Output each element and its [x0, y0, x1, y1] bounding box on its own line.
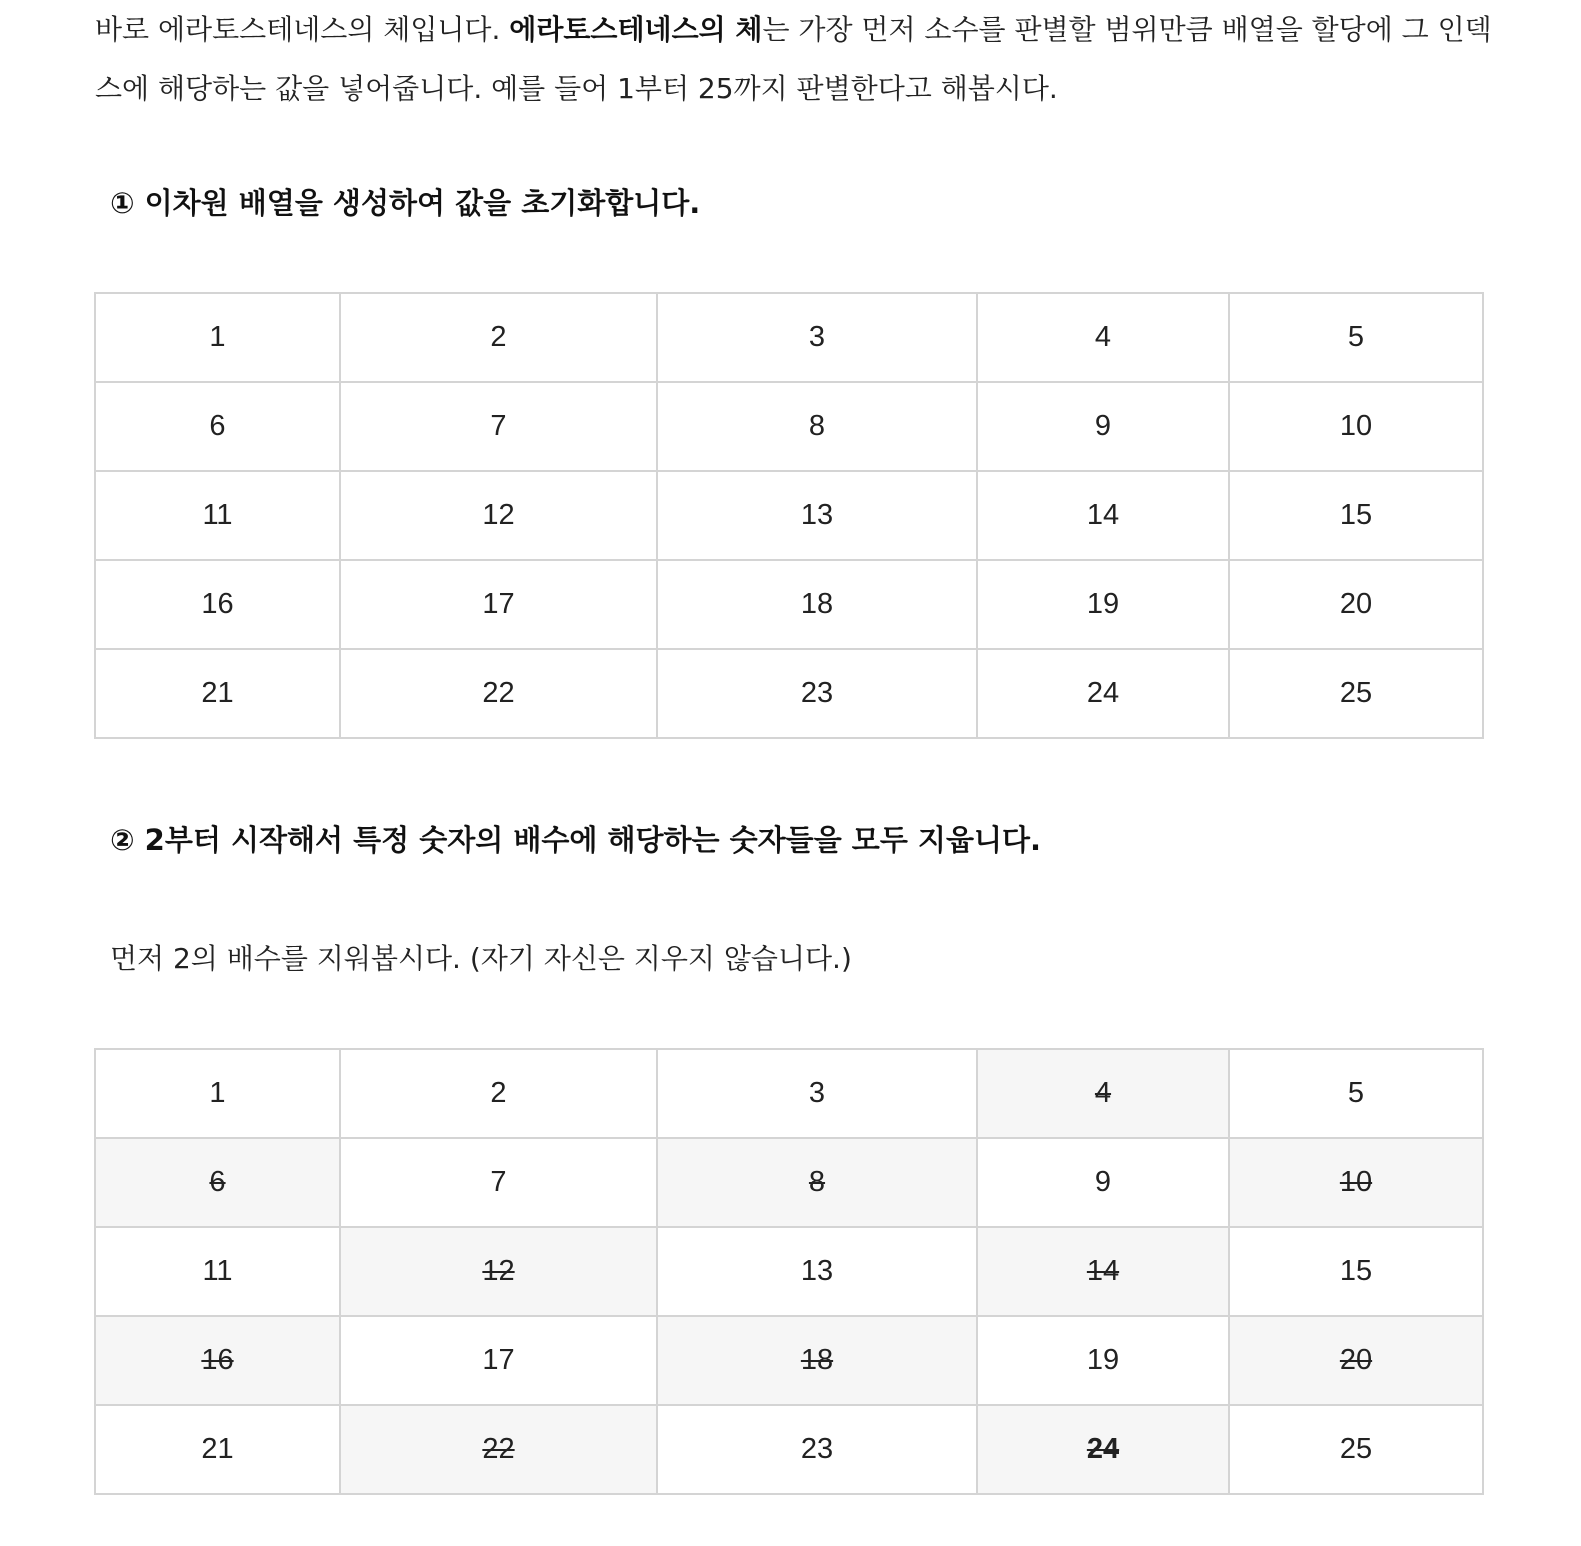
number-cell: 7 [340, 382, 657, 471]
number-cell: 5 [1229, 293, 1483, 382]
table-row [95, 471, 1483, 560]
multiples-of-two-table [94, 1048, 1484, 1495]
struck-number-cell: 6 [95, 1138, 340, 1227]
number-cell: 9 [977, 382, 1229, 471]
initial-array-table [94, 292, 1484, 739]
struck-number-cell: 24 [977, 1405, 1229, 1494]
table-row [95, 1227, 1483, 1316]
number-cell: 19 [977, 560, 1229, 649]
step2-heading: ② 2부터 시작해서 특정 숫자의 배수에 해당하는 숫자들을 모두 지웁니다. [110, 823, 1042, 857]
number-cell: 14 [977, 471, 1229, 560]
struck-number-cell: 8 [657, 1138, 977, 1227]
number-cell: 19 [977, 1316, 1229, 1405]
struck-number-cell: 22 [340, 1405, 657, 1494]
number-cell: 1 [95, 293, 340, 382]
number-cell: 15 [1229, 1227, 1483, 1316]
table-row [95, 1316, 1483, 1405]
number-cell: 20 [1229, 560, 1483, 649]
table-row [95, 1049, 1483, 1138]
number-cell: 1 [95, 1049, 340, 1138]
number-cell: 23 [657, 649, 977, 738]
struck-number-cell: 18 [657, 1316, 977, 1405]
number-cell: 21 [95, 649, 340, 738]
number-cell: 22 [340, 649, 657, 738]
initial-array-body [95, 293, 1483, 738]
number-cell: 2 [340, 293, 657, 382]
intro-text-1: 바로 에라토스테네스의 체입니다. [95, 13, 510, 46]
number-cell: 2 [340, 1049, 657, 1138]
table-row [95, 382, 1483, 471]
table-row [95, 293, 1483, 382]
number-cell: 13 [657, 471, 977, 560]
struck-number-cell: 16 [95, 1316, 340, 1405]
number-cell: 25 [1229, 1405, 1483, 1494]
number-cell: 21 [95, 1405, 340, 1494]
number-cell: 15 [1229, 471, 1483, 560]
number-cell: 23 [657, 1405, 977, 1494]
number-cell: 16 [95, 560, 340, 649]
number-cell: 8 [657, 382, 977, 471]
struck-number-cell: 20 [1229, 1316, 1483, 1405]
step2-note: 먼저 2의 배수를 지워봅시다. (자기 자신은 지우지 않습니다.) [110, 942, 852, 975]
number-cell: 6 [95, 382, 340, 471]
number-cell: 7 [340, 1138, 657, 1227]
table-row [95, 560, 1483, 649]
struck-number-cell: 12 [340, 1227, 657, 1316]
number-cell: 3 [657, 293, 977, 382]
number-cell: 17 [340, 560, 657, 649]
step1-heading: ① 이차원 배열을 생성하여 값을 초기화합니다. [110, 186, 701, 220]
intro-paragraph [95, 0, 1495, 118]
multiples-of-two-body [95, 1049, 1483, 1494]
number-cell: 24 [977, 649, 1229, 738]
number-cell: 10 [1229, 382, 1483, 471]
intro-bold-term: 에라토스테네스의 체 [509, 13, 763, 46]
number-cell: 18 [657, 560, 977, 649]
number-cell: 13 [657, 1227, 977, 1316]
number-cell: 11 [95, 1227, 340, 1316]
number-cell: 17 [340, 1316, 657, 1405]
struck-number-cell: 4 [977, 1049, 1229, 1138]
number-cell: 25 [1229, 649, 1483, 738]
intro-text-2: 는 가장 먼저 소수를 판별할 범위만큼 배열을 할당에 그 인덱스에 해당하는 값을 넣어줍니다. 예를 들어 1부터 25까지 판별한다고 해봅시다. [95, 13, 1492, 105]
number-cell: 11 [95, 471, 340, 560]
struck-number-cell: 10 [1229, 1138, 1483, 1227]
table-row [95, 1138, 1483, 1227]
table-row [95, 1405, 1483, 1494]
number-cell: 12 [340, 471, 657, 560]
number-cell: 5 [1229, 1049, 1483, 1138]
number-cell: 4 [977, 293, 1229, 382]
struck-number-cell: 14 [977, 1227, 1229, 1316]
table-row [95, 649, 1483, 738]
number-cell: 3 [657, 1049, 977, 1138]
number-cell: 9 [977, 1138, 1229, 1227]
